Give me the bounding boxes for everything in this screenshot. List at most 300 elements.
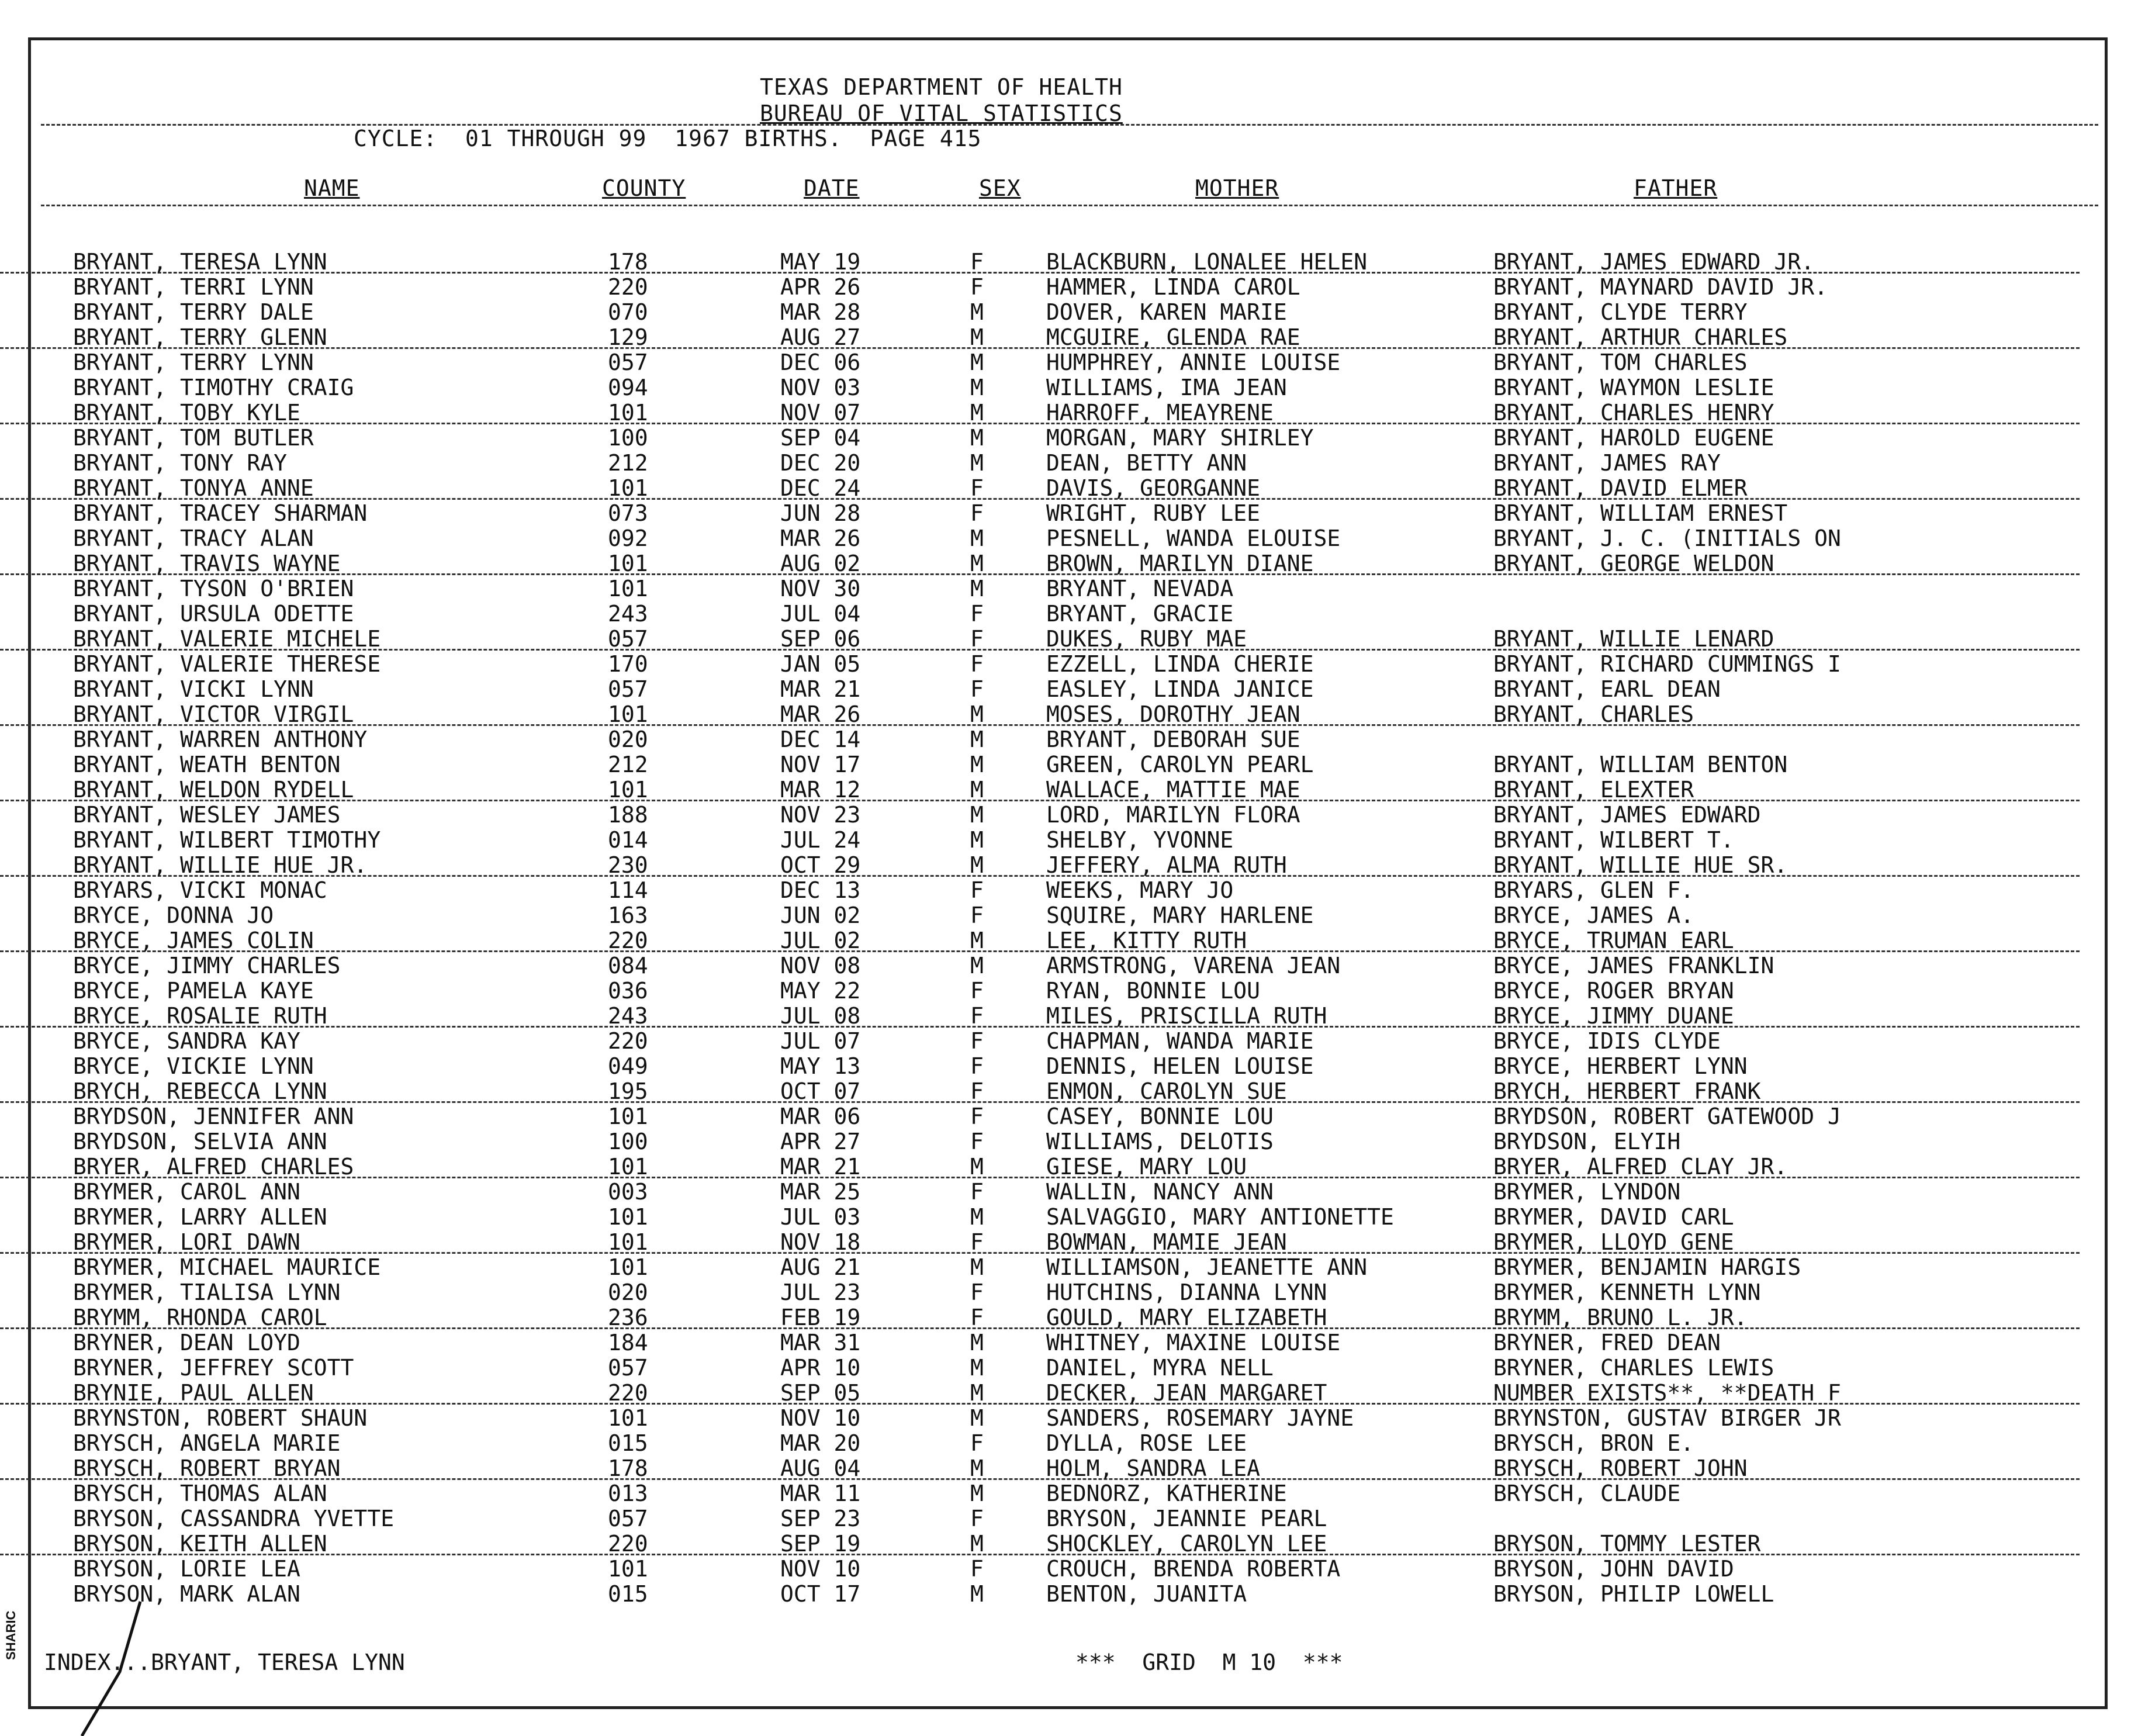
cell-mother: PESNELL, WANDA ELOUISE xyxy=(1046,525,1341,551)
cell-sex: F xyxy=(970,651,984,677)
column-header-father: FATHER xyxy=(1634,175,1718,201)
cell-name: BRYCE, SANDRA KAY xyxy=(73,1028,300,1054)
cell-father: BRYMER, DAVID CARL xyxy=(1493,1204,1734,1230)
cell-name: BRYANT, TERESA LYNN xyxy=(73,249,327,275)
cell-name: BRYCE, JAMES COLIN xyxy=(73,928,314,953)
cell-mother: DYLLA, ROSE LEE xyxy=(1046,1430,1247,1456)
cell-mother: DEAN, BETTY ANN xyxy=(1046,450,1247,476)
cell-father: BRYSON, TOMMY LESTER xyxy=(1493,1531,1761,1557)
cell-sex: M xyxy=(970,953,984,978)
cell-county: 015 xyxy=(608,1581,648,1607)
cell-sex: F xyxy=(970,1053,984,1079)
cell-county: 101 xyxy=(608,1204,648,1230)
cell-sex: F xyxy=(970,1430,984,1456)
cell-county: 220 xyxy=(608,1380,648,1406)
cell-mother: CHAPMAN, WANDA MARIE xyxy=(1046,1028,1314,1054)
cell-date: MAR 11 xyxy=(780,1481,861,1506)
cell-county: 178 xyxy=(608,249,648,275)
cell-sex: F xyxy=(970,1179,984,1205)
cell-sex: M xyxy=(970,827,984,853)
cell-father: BRYNER, FRED DEAN xyxy=(1493,1330,1721,1355)
cell-father: BRYANT, TOM CHARLES xyxy=(1493,350,1748,375)
cell-mother: CASEY, BONNIE LOU xyxy=(1046,1104,1274,1129)
cell-county: 101 xyxy=(608,1405,648,1431)
report-title-line2: BUREAU OF VITAL STATISTICS xyxy=(760,101,1123,126)
cell-county: 220 xyxy=(608,1028,648,1054)
cell-father: BRYANT, WILBERT T. xyxy=(1493,827,1734,853)
cell-date: DEC 14 xyxy=(780,727,861,752)
cell-sex: F xyxy=(970,1129,984,1154)
cell-mother: MOSES, DOROTHY JEAN xyxy=(1046,701,1300,727)
cell-father: BRYCE, JIMMY DUANE xyxy=(1493,1003,1734,1029)
cell-county: 195 xyxy=(608,1078,648,1104)
cell-mother: BRYSON, JEANNIE PEARL xyxy=(1046,1506,1327,1531)
cell-sex: F xyxy=(970,676,984,702)
cell-date: OCT 07 xyxy=(780,1078,861,1104)
cell-mother: LEE, KITTY RUTH xyxy=(1046,928,1247,953)
cell-date: MAY 22 xyxy=(780,978,861,1004)
cell-father: BRYER, ALFRED CLAY JR. xyxy=(1493,1154,1788,1180)
cell-name: BRYANT, VALERIE MICHELE xyxy=(73,626,381,652)
cell-date: JUN 02 xyxy=(780,902,861,928)
cell-county: 220 xyxy=(608,1531,648,1557)
cell-name: BRYANT, TERRI LYNN xyxy=(73,274,314,300)
cell-sex: M xyxy=(970,551,984,576)
cell-father: BRYANT, JAMES EDWARD xyxy=(1493,802,1761,828)
cell-father: BRYMER, BENJAMIN HARGIS xyxy=(1493,1254,1801,1280)
cell-name: BRYANT, TERRY GLENN xyxy=(73,324,327,350)
cell-date: MAY 13 xyxy=(780,1053,861,1079)
cell-sex: M xyxy=(970,802,984,828)
cell-date: SEP 04 xyxy=(780,425,861,451)
cell-county: 020 xyxy=(608,1279,648,1305)
cell-father: BRYCE, JAMES A. xyxy=(1493,902,1694,928)
cell-father: BRYANT, RICHARD CUMMINGS I xyxy=(1493,651,1841,677)
cell-sex: F xyxy=(970,1556,984,1582)
cell-mother: GIESE, MARY LOU xyxy=(1046,1154,1247,1180)
cell-mother: WRIGHT, RUBY LEE xyxy=(1046,500,1261,526)
cell-name: BRYSCH, ANGELA MARIE xyxy=(73,1430,341,1456)
cell-father: BRYANT, GEORGE WELDON xyxy=(1493,551,1774,576)
cell-county: 094 xyxy=(608,375,648,400)
cell-mother: BLACKBURN, LONALEE HELEN xyxy=(1046,249,1368,275)
cell-county: 101 xyxy=(608,1154,648,1180)
cell-mother: HUMPHREY, ANNIE LOUISE xyxy=(1046,350,1341,375)
cell-sex: M xyxy=(970,777,984,803)
cell-name: BRYSON, MARK ALAN xyxy=(73,1581,300,1607)
cell-sex: M xyxy=(970,727,984,752)
cell-county: 163 xyxy=(608,902,648,928)
cell-county: 014 xyxy=(608,827,648,853)
cell-father: BRYSON, JOHN DAVID xyxy=(1493,1556,1734,1582)
cell-county: 188 xyxy=(608,802,648,828)
cell-mother: WILLIAMS, DELOTIS xyxy=(1046,1129,1274,1154)
cell-county: 101 xyxy=(608,701,648,727)
cell-mother: BOWMAN, MAMIE JEAN xyxy=(1046,1229,1287,1255)
cell-mother: JEFFERY, ALMA RUTH xyxy=(1046,852,1287,878)
column-header-sex: SEX xyxy=(979,175,1021,201)
cell-name: BRYANT, URSULA ODETTE xyxy=(73,601,354,627)
cell-name: BRYSON, CASSANDRA YVETTE xyxy=(73,1506,395,1531)
cell-county: 101 xyxy=(608,1229,648,1255)
cell-sex: F xyxy=(970,601,984,627)
cell-name: BRYCE, DONNA JO xyxy=(73,902,274,928)
cell-sex: M xyxy=(970,350,984,375)
cell-sex: M xyxy=(970,375,984,400)
cell-name: BRYCE, PAMELA KAYE xyxy=(73,978,314,1004)
cell-name: BRYANT, WARREN ANTHONY xyxy=(73,727,368,752)
cell-father: BRYCE, ROGER BRYAN xyxy=(1493,978,1734,1004)
cell-father: BRYANT, CHARLES xyxy=(1493,701,1694,727)
cell-date: MAR 21 xyxy=(780,1154,861,1180)
cell-date: APR 27 xyxy=(780,1129,861,1154)
cell-mother: RYAN, BONNIE LOU xyxy=(1046,978,1261,1004)
cell-sex: M xyxy=(970,324,984,350)
cell-date: SEP 05 xyxy=(780,1380,861,1406)
cell-name: BRYANT, TRACEY SHARMAN xyxy=(73,500,368,526)
cell-county: 101 xyxy=(608,1556,648,1582)
cell-county: 092 xyxy=(608,525,648,551)
cell-name: BRYANT, TONY RAY xyxy=(73,450,288,476)
cell-date: NOV 18 xyxy=(780,1229,861,1255)
cell-name: BRYANT, WELDON RYDELL xyxy=(73,777,354,803)
cell-name: BRYMER, LORI DAWN xyxy=(73,1229,300,1255)
cell-date: JUN 28 xyxy=(780,500,861,526)
cell-father: BRYANT, CLYDE TERRY xyxy=(1493,299,1748,325)
cell-sex: M xyxy=(970,752,984,777)
column-header-mother: MOTHER xyxy=(1195,175,1279,201)
cell-date: NOV 07 xyxy=(780,400,861,426)
cell-name: BRYANT, WILLIE HUE JR. xyxy=(73,852,368,878)
cell-name: BRYNSTON, ROBERT SHAUN xyxy=(73,1405,368,1431)
cell-father: BRYANT, WILLIAM ERNEST xyxy=(1493,500,1788,526)
cell-name: BRYANT, TYSON O'BRIEN xyxy=(73,576,354,601)
side-label: SHARIC xyxy=(4,1610,18,1660)
cell-mother: DOVER, KAREN MARIE xyxy=(1046,299,1287,325)
cell-name: BRYMER, TIALISA LYNN xyxy=(73,1279,341,1305)
cell-date: MAR 12 xyxy=(780,777,861,803)
cell-mother: BENTON, JUANITA xyxy=(1046,1581,1247,1607)
cell-name: BRYANT, VALERIE THERESE xyxy=(73,651,381,677)
cell-sex: M xyxy=(970,525,984,551)
cell-name: BRYNER, DEAN LOYD xyxy=(73,1330,300,1355)
cell-name: BRYMER, LARRY ALLEN xyxy=(73,1204,327,1230)
cell-county: 220 xyxy=(608,928,648,953)
cell-mother: WALLACE, MATTIE MAE xyxy=(1046,777,1300,803)
cell-county: 212 xyxy=(608,450,648,476)
cell-sex: F xyxy=(970,1104,984,1129)
cell-date: OCT 17 xyxy=(780,1581,861,1607)
cell-name: BRYARS, VICKI MONAC xyxy=(73,877,327,903)
cell-county: 220 xyxy=(608,274,648,300)
cell-name: BRYANT, TIMOTHY CRAIG xyxy=(73,375,354,400)
cell-sex: M xyxy=(970,400,984,426)
cell-name: BRYER, ALFRED CHARLES xyxy=(73,1154,354,1180)
cell-mother: DAVIS, GEORGANNE xyxy=(1046,475,1261,501)
cell-date: APR 10 xyxy=(780,1355,861,1381)
cell-county: 036 xyxy=(608,978,648,1004)
cell-county: 243 xyxy=(608,1003,648,1029)
cell-sex: M xyxy=(970,1581,984,1607)
cell-father: BRYANT, JAMES EDWARD JR. xyxy=(1493,249,1815,275)
cell-county: 003 xyxy=(608,1179,648,1205)
cell-name: BRYDSON, SELVIA ANN xyxy=(73,1129,327,1154)
cell-name: BRYANT, TOM BUTLER xyxy=(73,425,314,451)
cell-father: BRYNER, CHARLES LEWIS xyxy=(1493,1355,1774,1381)
cell-county: 049 xyxy=(608,1053,648,1079)
cell-father: BRYANT, ELEXTER xyxy=(1493,777,1694,803)
cell-mother: HOLM, SANDRA LEA xyxy=(1046,1455,1261,1481)
cell-name: BRYANT, TERRY DALE xyxy=(73,299,314,325)
cell-mother: DUKES, RUBY MAE xyxy=(1046,626,1247,652)
cell-date: DEC 24 xyxy=(780,475,861,501)
cell-sex: F xyxy=(970,1279,984,1305)
cell-name: BRYSON, KEITH ALLEN xyxy=(73,1531,327,1557)
cell-mother: MORGAN, MARY SHIRLEY xyxy=(1046,425,1314,451)
cell-sex: F xyxy=(970,1305,984,1330)
cell-name: BRYMER, CAROL ANN xyxy=(73,1179,300,1205)
cell-sex: F xyxy=(970,902,984,928)
cell-date: JUL 23 xyxy=(780,1279,861,1305)
cell-mother: DANIEL, MYRA NELL xyxy=(1046,1355,1274,1381)
cell-name: BRYSCH, THOMAS ALAN xyxy=(73,1481,327,1506)
cell-sex: F xyxy=(970,626,984,652)
cell-county: 070 xyxy=(608,299,648,325)
cell-date: MAR 20 xyxy=(780,1430,861,1456)
cell-date: NOV 17 xyxy=(780,752,861,777)
cell-sex: F xyxy=(970,500,984,526)
cell-sex: F xyxy=(970,1506,984,1531)
cell-date: NOV 10 xyxy=(780,1405,861,1431)
cell-county: 114 xyxy=(608,877,648,903)
cell-date: SEP 06 xyxy=(780,626,861,652)
cell-father: BRYANT, WAYMON LESLIE xyxy=(1493,375,1774,400)
cell-county: 236 xyxy=(608,1305,648,1330)
cell-county: 057 xyxy=(608,1355,648,1381)
cell-sex: F xyxy=(970,1078,984,1104)
cell-mother: DENNIS, HELEN LOUISE xyxy=(1046,1053,1314,1079)
cell-mother: ARMSTRONG, VARENA JEAN xyxy=(1046,953,1341,978)
cell-name: BRYANT, WESLEY JAMES xyxy=(73,802,341,828)
cell-name: BRYSON, LORIE LEA xyxy=(73,1556,300,1582)
cell-sex: M xyxy=(970,1380,984,1406)
cell-sex: F xyxy=(970,1003,984,1029)
cell-father: BRYMER, LYNDON xyxy=(1493,1179,1681,1205)
cell-father: BRYANT, JAMES RAY xyxy=(1493,450,1721,476)
cell-father: BRYCE, HERBERT LYNN xyxy=(1493,1053,1748,1079)
cell-sex: F xyxy=(970,274,984,300)
cell-name: BRYCH, REBECCA LYNN xyxy=(73,1078,327,1104)
cell-sex: M xyxy=(970,1481,984,1506)
cell-date: DEC 13 xyxy=(780,877,861,903)
cell-county: 178 xyxy=(608,1455,648,1481)
cell-mother: SANDERS, ROSEMARY JAYNE xyxy=(1046,1405,1354,1431)
cell-father: BRYANT, EARL DEAN xyxy=(1493,676,1721,702)
cell-date: AUG 02 xyxy=(780,551,861,576)
cell-father: BRYANT, HAROLD EUGENE xyxy=(1493,425,1774,451)
cell-father: BRYCE, TRUMAN EARL xyxy=(1493,928,1734,953)
cell-mother: SQUIRE, MARY HARLENE xyxy=(1046,902,1314,928)
cell-father: BRYNSTON, GUSTAV BIRGER JR xyxy=(1493,1405,1841,1431)
cell-father: BRYANT, MAYNARD DAVID JR. xyxy=(1493,274,1828,300)
cell-sex: M xyxy=(970,928,984,953)
cell-name: BRYCE, JIMMY CHARLES xyxy=(73,953,341,978)
report-title-line1: TEXAS DEPARTMENT OF HEALTH xyxy=(760,74,1123,100)
cell-father: BRYARS, GLEN F. xyxy=(1493,877,1694,903)
cell-county: 101 xyxy=(608,551,648,576)
cell-father: BRYDSON, ROBERT GATEWOOD J xyxy=(1493,1104,1841,1129)
cell-date: JAN 05 xyxy=(780,651,861,677)
cell-father: BRYANT, ARTHUR CHARLES xyxy=(1493,324,1788,350)
cell-mother: GREEN, CAROLYN PEARL xyxy=(1046,752,1314,777)
cell-father: BRYSON, PHILIP LOWELL xyxy=(1493,1581,1774,1607)
cell-sex: F xyxy=(970,475,984,501)
cell-date: JUL 03 xyxy=(780,1204,861,1230)
cell-mother: EZZELL, LINDA CHERIE xyxy=(1046,651,1314,677)
cell-county: 100 xyxy=(608,1129,648,1154)
cell-county: 020 xyxy=(608,727,648,752)
cell-date: OCT 29 xyxy=(780,852,861,878)
cell-name: BRYANT, WEATH BENTON xyxy=(73,752,341,777)
cell-father: BRYMM, BRUNO L. JR. xyxy=(1493,1305,1748,1330)
cell-father: BRYSCH, CLAUDE xyxy=(1493,1481,1681,1506)
cell-father: BRYANT, DAVID ELMER xyxy=(1493,475,1748,501)
cell-mother: MILES, PRISCILLA RUTH xyxy=(1046,1003,1327,1029)
cell-date: MAR 06 xyxy=(780,1104,861,1129)
cell-mother: WILLIAMSON, JEANETTE ANN xyxy=(1046,1254,1368,1280)
cell-county: 129 xyxy=(608,324,648,350)
cell-mother: CROUCH, BRENDA ROBERTA xyxy=(1046,1556,1341,1582)
cell-date: JUL 04 xyxy=(780,601,861,627)
cell-name: BRYMER, MICHAEL MAURICE xyxy=(73,1254,381,1280)
cell-date: NOV 30 xyxy=(780,576,861,601)
cell-county: 101 xyxy=(608,400,648,426)
cell-date: NOV 10 xyxy=(780,1556,861,1582)
cell-father: BRYANT, WILLIE HUE SR. xyxy=(1493,852,1788,878)
cell-father: BRYDSON, ELYIH xyxy=(1493,1129,1681,1154)
cell-name: BRYANT, TONYA ANNE xyxy=(73,475,314,501)
cell-date: AUG 04 xyxy=(780,1455,861,1481)
cell-father: BRYCE, JAMES FRANKLIN xyxy=(1493,953,1774,978)
cell-mother: WEEKS, MARY JO xyxy=(1046,877,1234,903)
cell-county: 212 xyxy=(608,752,648,777)
cell-date: JUL 24 xyxy=(780,827,861,853)
cell-date: JUL 07 xyxy=(780,1028,861,1054)
cell-father: BRYCE, IDIS CLYDE xyxy=(1493,1028,1721,1054)
cell-sex: M xyxy=(970,1330,984,1355)
cell-sex: F xyxy=(970,978,984,1004)
cell-date: MAR 31 xyxy=(780,1330,861,1355)
cell-father: BRYANT, CHARLES HENRY xyxy=(1493,400,1774,426)
cell-father: BRYSCH, BRON E. xyxy=(1493,1430,1694,1456)
cell-date: MAR 26 xyxy=(780,525,861,551)
cell-name: BRYANT, TRAVIS WAYNE xyxy=(73,551,341,576)
column-header-county: COUNTY xyxy=(602,175,686,201)
cell-mother: DECKER, JEAN MARGARET xyxy=(1046,1380,1327,1406)
cell-mother: BRYANT, DEBORAH SUE xyxy=(1046,727,1300,752)
cell-date: NOV 23 xyxy=(780,802,861,828)
cell-county: 073 xyxy=(608,500,648,526)
cell-name: BRYMM, RHONDA CAROL xyxy=(73,1305,327,1330)
cell-county: 184 xyxy=(608,1330,648,1355)
cell-mother: BEDNORZ, KATHERINE xyxy=(1046,1481,1287,1506)
cell-county: 015 xyxy=(608,1430,648,1456)
cell-mother: HAMMER, LINDA CAROL xyxy=(1046,274,1300,300)
cell-mother: HUTCHINS, DIANNA LYNN xyxy=(1046,1279,1327,1305)
cell-date: AUG 21 xyxy=(780,1254,861,1280)
cell-county: 057 xyxy=(608,350,648,375)
cell-father: NUMBER EXISTS**, **DEATH F xyxy=(1493,1380,1841,1406)
cell-county: 101 xyxy=(608,1104,648,1129)
cell-date: AUG 27 xyxy=(780,324,861,350)
cell-county: 013 xyxy=(608,1481,648,1506)
cell-date: JUL 02 xyxy=(780,928,861,953)
index-label: INDEX...BRYANT, TERESA LYNN xyxy=(44,1649,405,1675)
cell-sex: M xyxy=(970,576,984,601)
cell-father: BRYCH, HERBERT FRANK xyxy=(1493,1078,1761,1104)
cell-mother: WILLIAMS, IMA JEAN xyxy=(1046,375,1287,400)
cell-county: 230 xyxy=(608,852,648,878)
cell-date: APR 26 xyxy=(780,274,861,300)
cell-sex: M xyxy=(970,1254,984,1280)
cell-date: NOV 03 xyxy=(780,375,861,400)
cell-sex: M xyxy=(970,852,984,878)
cell-sex: M xyxy=(970,450,984,476)
cell-mother: WALLIN, NANCY ANN xyxy=(1046,1179,1274,1205)
cell-mother: ENMON, CAROLYN SUE xyxy=(1046,1078,1287,1104)
cell-mother: BRYANT, GRACIE xyxy=(1046,601,1234,627)
cell-county: 101 xyxy=(608,777,648,803)
cell-mother: SHOCKLEY, CAROLYN LEE xyxy=(1046,1531,1327,1557)
cell-sex: M xyxy=(970,1204,984,1230)
cell-father: BRYMER, LLOYD GENE xyxy=(1493,1229,1734,1255)
cell-mother: LORD, MARILYN FLORA xyxy=(1046,802,1300,828)
column-header-name: NAME xyxy=(304,175,360,201)
cell-date: MAR 26 xyxy=(780,701,861,727)
cell-sex: F xyxy=(970,1229,984,1255)
cell-name: BRYSCH, ROBERT BRYAN xyxy=(73,1455,341,1481)
cell-sex: F xyxy=(970,877,984,903)
cell-sex: M xyxy=(970,1405,984,1431)
grid-label: *** GRID M 10 *** xyxy=(1075,1649,1343,1675)
cell-mother: SHELBY, YVONNE xyxy=(1046,827,1234,853)
cell-sex: M xyxy=(970,1531,984,1557)
cell-name: BRYDSON, JENNIFER ANN xyxy=(73,1104,354,1129)
cell-date: MAR 28 xyxy=(780,299,861,325)
cell-sex: F xyxy=(970,1028,984,1054)
cell-name: BRYNIE, PAUL ALLEN xyxy=(73,1380,314,1406)
cell-county: 057 xyxy=(608,626,648,652)
cell-name: BRYANT, VICTOR VIRGIL xyxy=(73,701,354,727)
cell-name: BRYANT, TOBY KYLE xyxy=(73,400,300,426)
cell-mother: WHITNEY, MAXINE LOUISE xyxy=(1046,1330,1341,1355)
cell-name: BRYANT, WILBERT TIMOTHY xyxy=(73,827,381,853)
cell-date: JUL 08 xyxy=(780,1003,861,1029)
cell-name: BRYCE, VICKIE LYNN xyxy=(73,1053,314,1079)
cell-name: BRYNER, JEFFREY SCOTT xyxy=(73,1355,354,1381)
cell-father: BRYANT, WILLIE LENARD xyxy=(1493,626,1774,652)
cell-name: BRYANT, VICKI LYNN xyxy=(73,676,314,702)
cell-sex: M xyxy=(970,1355,984,1381)
cell-mother: GOULD, MARY ELIZABETH xyxy=(1046,1305,1327,1330)
cell-sex: F xyxy=(970,249,984,275)
cell-name: BRYCE, ROSALIE RUTH xyxy=(73,1003,327,1029)
cell-name: BRYANT, TRACY ALAN xyxy=(73,525,314,551)
cell-mother: BRYANT, NEVADA xyxy=(1046,576,1234,601)
cell-sex: M xyxy=(970,299,984,325)
cell-date: SEP 23 xyxy=(780,1506,861,1531)
cell-date: MAY 19 xyxy=(780,249,861,275)
